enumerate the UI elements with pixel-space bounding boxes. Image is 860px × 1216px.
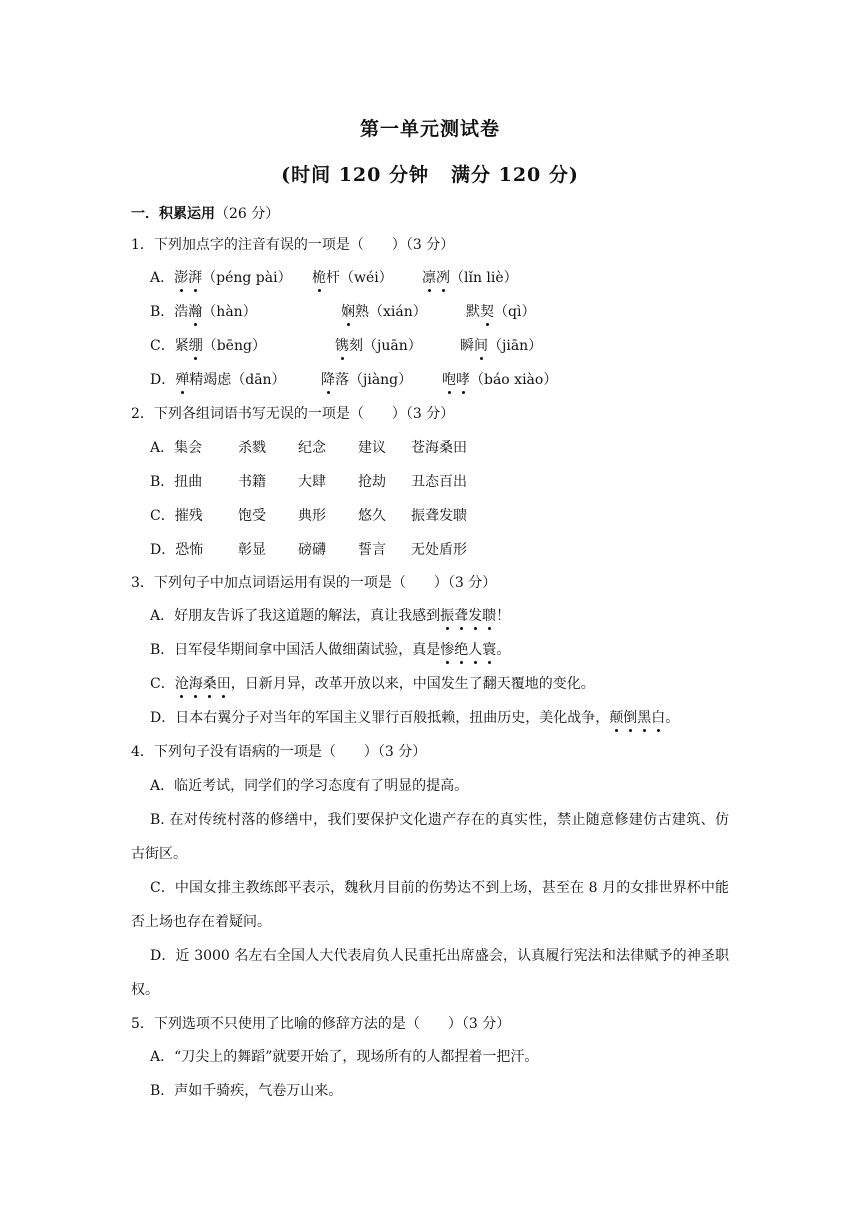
question-3-option-c: C．沧海桑田，日新月异，改革开放以来，中国发生了翻天覆地的变化。 xyxy=(150,676,595,692)
question-4-stem: 4．下列句子没有语病的一项是（ ）（3 分） xyxy=(131,744,427,760)
question-5-option-a: A．“刀尖上的舞蹈”就要开始了，现场所有的人都捏着一把汗。 xyxy=(150,1049,539,1065)
exam-page: 第一单元测试卷 (时间 120 分钟 满分 120 分) 一．积累运用（26 分） 1．下列加点字的注音有误的一项是（ ）（3 分） A．澎湃（péng pài） 桅杆（wéi） 凛冽（lǐn liè） B．浩瀚（hàn） 娴熟（xián） 默契（qì） C．紧绷（bēng） 镌刻（juān） 瞬间（jiān） D．殚精竭虑（dān） 降落（jiàng） 咆哮（báo xiào） 2．下列各组词语书写无误的一项是（ ）（3 分） A．集会 杀戮 纪念 建议 苍海桑田 B．扭曲 书籍 大肆 抢劫 丑态百出 C．摧残 饱受 典形 悠久 振聋发聩 D．恐怖 彰显 磅礴 誓言 无处盾形 3．下列句子中加点词语运用有误的一项是（ ）（3 分） A．好朋友告诉了我这道题的解法，真让我感到振聋发聩！ B．日军侵华期间拿中国活人做细菌试验，真是惨绝人寰。 C．沧海桑田，日新月异，改革开放以来，中国发生了翻天覆地的变化。 D．日本右翼分子对当年的军国主义罪行百般抵赖，扭曲历史，美化战争，颠倒黑白。 4．下列句子没有语病的一项是（ ）（3 分） A．临近考试，同学们的学习态度有了明显的提高。 B. 在对传统村落的修缮中，我们要保护文化遗产存在的真实性，禁止随意修建仿古建筑、仿古街区。 C．中国女排主教练郎平表示，魏秋月目前的伤势达不到上场，甚至在 8 月的女排世界杯中能否上场也存在着疑问。 D．近 3000 名左右全国人大代表肩负人民重托出席盛会，认真履行宪法和法律赋予的神圣职权。 5．下列选项不只使用了比喻的修辞方法的是（ ）（3 分） A．“刀尖上的舞蹈”就要开始了，现场所有的人都捏着一把汗。 B．声如千骑疾，气卷万山来。 xyxy=(0,0,860,1216)
question-5-stem: 5．下列选项不只使用了比喻的修辞方法的是（ ）（3 分） xyxy=(131,1016,511,1032)
question-3-option-d: D．日本右翼分子对当年的军国主义罪行百般抵赖，扭曲历史，美化战争，颠倒黑白。 xyxy=(150,710,680,726)
option-word-1: B．浩瀚（hàn） xyxy=(150,304,257,320)
question-3-option-b: B．日军侵华期间拿中国活人做细菌试验，真是惨绝人寰。 xyxy=(150,642,511,658)
page-subtitle xyxy=(0,160,860,187)
option-word-2: 桅杆（wéi） xyxy=(312,270,393,286)
option-word-1: C．紧绷（bēng） xyxy=(150,338,266,354)
subtitle-score: 满分 120 分) xyxy=(451,164,579,186)
option-word-3: 凛冽（lǐn liè） xyxy=(422,270,518,286)
question-4-option-d: D．近 3000 名左右全国人大代表肩负人民重托出席盛会，认真履行宪法和法律赋予的神圣职权。 xyxy=(131,948,729,998)
subtitle-time: (时间 120 分钟 xyxy=(281,164,429,186)
section-label: 一．积累运用 xyxy=(131,206,215,222)
option-word-1: A．澎湃（péng pài） xyxy=(150,270,292,286)
question-1-stem: 1．下列加点字的注音有误的一项是（ ）（3 分） xyxy=(131,237,455,253)
question-4-option-a: A．临近考试，同学们的学习态度有了明显的提高。 xyxy=(150,778,469,794)
question-3-option-a: A．好朋友告诉了我这道题的解法，真让我感到振聋发聩！ xyxy=(150,608,511,624)
option-word-2: 娴熟（xián） xyxy=(341,304,427,320)
option-word-2: 降落（jiàng） xyxy=(321,372,413,388)
question-2-stem: 2．下列各组词语书写无误的一项是（ ）（3 分） xyxy=(131,406,455,422)
question-3-stem: 3．下列句子中加点词语运用有误的一项是（ ）（3 分） xyxy=(131,575,497,591)
option-word-2: 镌刻（juān） xyxy=(335,338,422,354)
option-word-1: D．殚精竭虑（dān） xyxy=(150,372,286,388)
question-4-option-b: B. 在对传统村落的修缮中，我们要保护文化遗产存在的真实性，禁止随意修建仿古建筑、仿古街区。 xyxy=(131,812,729,862)
question-5-option-b: B．声如千骑疾，气卷万山来。 xyxy=(150,1083,343,1099)
section-heading xyxy=(131,204,279,224)
page-title: 第一单元测试卷 xyxy=(359,118,500,140)
section-points: （26 分） xyxy=(215,206,280,222)
option-word-3: 默契（qì） xyxy=(466,304,536,320)
option-word-3: 咆哮（báo xiào） xyxy=(442,372,558,388)
question-4-option-c: C．中国女排主教练郎平表示，魏秋月目前的伤势达不到上场，甚至在 8 月的女排世界杯中能否上场也存在着疑问。 xyxy=(131,880,729,930)
option-word-3: 瞬间（jiān） xyxy=(460,338,543,354)
